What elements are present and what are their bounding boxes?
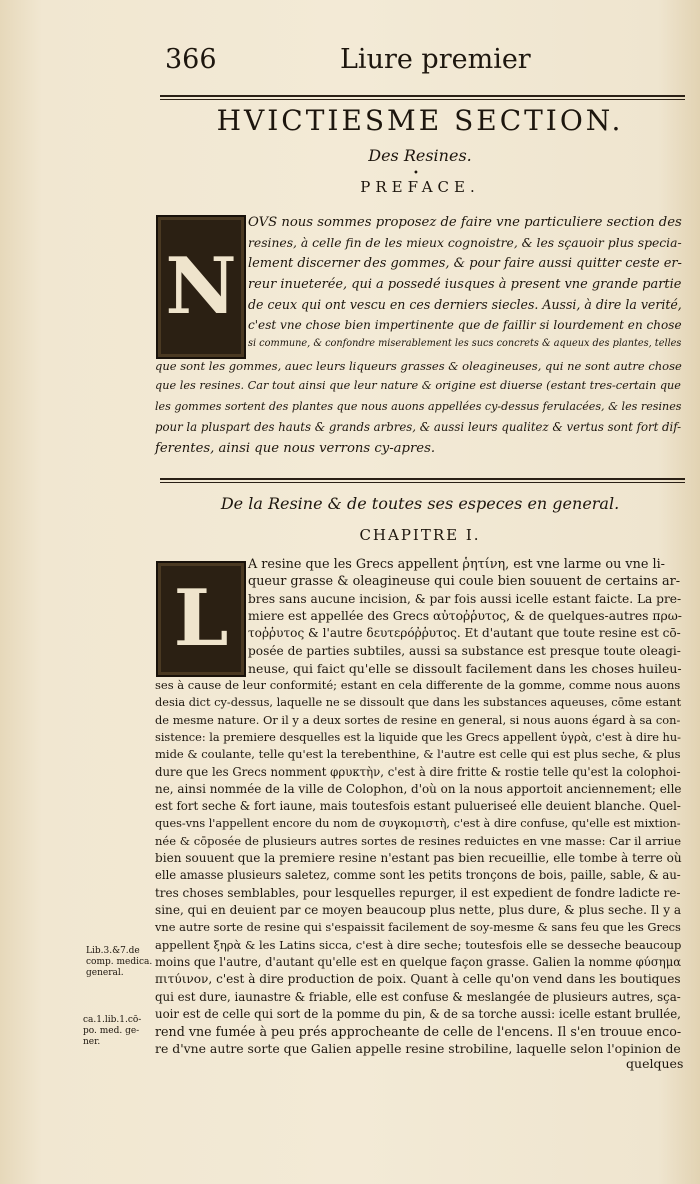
chapter-line: sine, qui en deuient par ce moyen beaucoup plus nette, plus dure, & plus seche. Il y a [155, 903, 682, 917]
running-header [165, 44, 685, 84]
chapter-line: elle amasse plusieurs saletez, comme sont les petits tronçons de bois, paille, sable, & au- [155, 868, 681, 883]
header-rule-thin [160, 99, 685, 100]
chapter-line: dure que les Grecs nomment φρυκτὴν, c'est à dire fritte & rostie telle qu'est la colophoi- [155, 764, 681, 779]
preface-line: pour la pluspart des hauts & grands arbres, & aussi leurs qualitez & vertus sont fort dif- [155, 420, 682, 434]
section-title: HVICTIESME SECTION. [216, 104, 624, 137]
chapter-line: bres sans aucune incision, & par fois aussi icelle estant faicte. La pre- [248, 591, 682, 606]
chapter-line: uoir est de celle qui sort de la pomme du pin, & de sa torche aussi: icelle estant brullée, [155, 1006, 681, 1021]
preface-line: que les resines. Car tout ainsi que leur nature & origine est diuerse (estant tres-certain que [155, 379, 681, 392]
section-subtitle: Des Resines. [368, 146, 472, 165]
preface-line: si commune, & confondre miserablement les sucs concrets & aqueux des plantes, telles [248, 338, 682, 349]
preface-line: reur inueterée, qui a possedé iusques à present vne grande partie [248, 276, 682, 292]
catchword: quelques [626, 1056, 684, 1071]
chapter-line: τοῤῥυτος & l'autre δευτερόῤῥυτος. Et d'autant que toute resine est cō- [248, 626, 681, 641]
chapter-number: CHAPITRE I. [359, 526, 481, 544]
preface-line: lement discerner des gommes, & pour faire aussi quitter ceste er- [248, 256, 682, 271]
chapter-line: qui est dure, iaunastre & friable, elle est confuse & meslangée de plusieurs autres, sça- [155, 989, 681, 1004]
chapter-line: appellent ξηρὰ & les Latins sicca, c'est à dire seche; toutesfois elle se desseche beaucoup [155, 937, 682, 952]
decorated-initial-l-letter: L [173, 573, 229, 664]
chapter-line: de mesme nature. Or il y a deux sortes de resine en general, si nous auons égard à sa con- [155, 712, 681, 727]
preface-heading: PREFACE. [360, 178, 480, 196]
chapter-heading: De la Resine & de toutes ses especes en general. [220, 494, 620, 513]
chapter-line: mide & coulante, telle qu'est la terebenthine, & l'autre est celle qui est plus seche, & plus [155, 747, 681, 762]
chapter-line: πιτύινον, c'est à dire production de poix. Quant à celle qu'on vend dans les boutiques [155, 972, 681, 987]
preface-line: les gommes sortent des plantes que nous auons appellées cy-dessus ferulacées, & les resines [155, 399, 682, 413]
preface-line: OVS nous sommes proposez de faire vne particuliere section des [248, 215, 682, 230]
header-rule [160, 95, 685, 97]
preface-line: que sont les gommes, auec leurs liqueurs grasses & oleagineuses, qui ne sont autre chose [155, 358, 682, 373]
page-number: 366 [165, 44, 217, 75]
chapter-rule [160, 478, 685, 480]
chapter-line: ques-vns l'appellent encore du nom de συγκομιστὴ, c'est à dire confuse, qu'elle est mixtion- [155, 816, 681, 830]
chapter-line: re d'vne autre sorte que Galien appelle resine strobiline, laquelle selon l'opinion de [155, 1041, 681, 1057]
chapter-line: tres choses semblables, pour lesquelles repurger, il est expedient de fondre ladicte re- [155, 885, 681, 900]
preface-line: ferentes, ainsi que nous verrons cy-apres. [155, 440, 436, 456]
chapter-line: rend vne fumée à peu prés approcheante de celle de l'encens. Il s'en trouue enco- [155, 1024, 682, 1040]
chapter-line: moins que l'autre, d'autant qu'elle est en quelque façon grasse. Galien la nomme φύσημα [155, 954, 682, 969]
chapter-line: A resine que les Grecs appellent ῥητίνη, est vne larme ou vne li- [248, 557, 666, 572]
margin-note-2: ca.1.lib.1.cō- po. med. ge- ner. [83, 1015, 142, 1047]
chapter-line: sistence: la premiere desquelles est la liquide que les Grecs appellent ὑγρὰ, c'est à dire hu- [155, 730, 681, 744]
preface-line: de ceux qui ont vescu en ces derniers siecles. Aussi, à dire la verité, [248, 297, 682, 312]
chapter-line: bien souuent que la premiere resine n'estant pas bien recueillie, elle tombe à terre où [155, 851, 682, 866]
running-title: Liure premier [340, 44, 531, 75]
chapter-line: posée de parties subtiles, aussi sa substance est presque toute oleagi- [248, 643, 681, 658]
preface-line: resines, à celle fin de les mieux cognoistre, & les sçauoir plus specia- [248, 235, 682, 250]
chapter-line: desia dict cy-dessus, laquelle ne se dissoult que dans les substances aqueuses, cōme estant [155, 695, 682, 710]
decorated-initial-n-letter: N [165, 241, 237, 332]
chapter-line: neuse, qui faict qu'elle se dissoult facilement dans les choses huileu- [248, 660, 682, 676]
ornament-dot: • [413, 168, 419, 179]
chapter-line: ses à cause de leur conformité; estant en cela differente de la gomme, comme nous auons [155, 678, 681, 693]
margin-note-1: Lib.3.&7.de comp. medica. general. [86, 946, 153, 978]
decorated-initial-l [156, 561, 246, 677]
chapter-line: est fort seche & fort iaune, mais toutesfois estant pulueriseé elle deuient blanche. Quel- [155, 799, 681, 814]
preface-line: c'est vne chose bien impertinente que de faillir si lourdement en chose [248, 317, 682, 332]
decorated-initial-n [156, 215, 246, 359]
chapter-line: queur grasse & oleagineuse qui coule bien souuent de certains ar- [248, 574, 681, 590]
chapter-line: vne autre sorte de resine qui s'espaissit facilement de soy-mesme & sans feu que les Grecs [155, 920, 681, 935]
chapter-line: née & cōposée de plusieurs autres sortes de resines reduictes en vne masse: Car il arriue [155, 833, 682, 848]
chapter-rule-thin [160, 482, 685, 483]
chapter-line: ne, ainsi nommée de la ville de Colophon, d'où on la nous apportoit anciennement; elle [155, 781, 682, 796]
chapter-line: miere est appellée des Grecs αὐτοῤῥυτος, & de quelques-autres πρω- [248, 608, 682, 623]
